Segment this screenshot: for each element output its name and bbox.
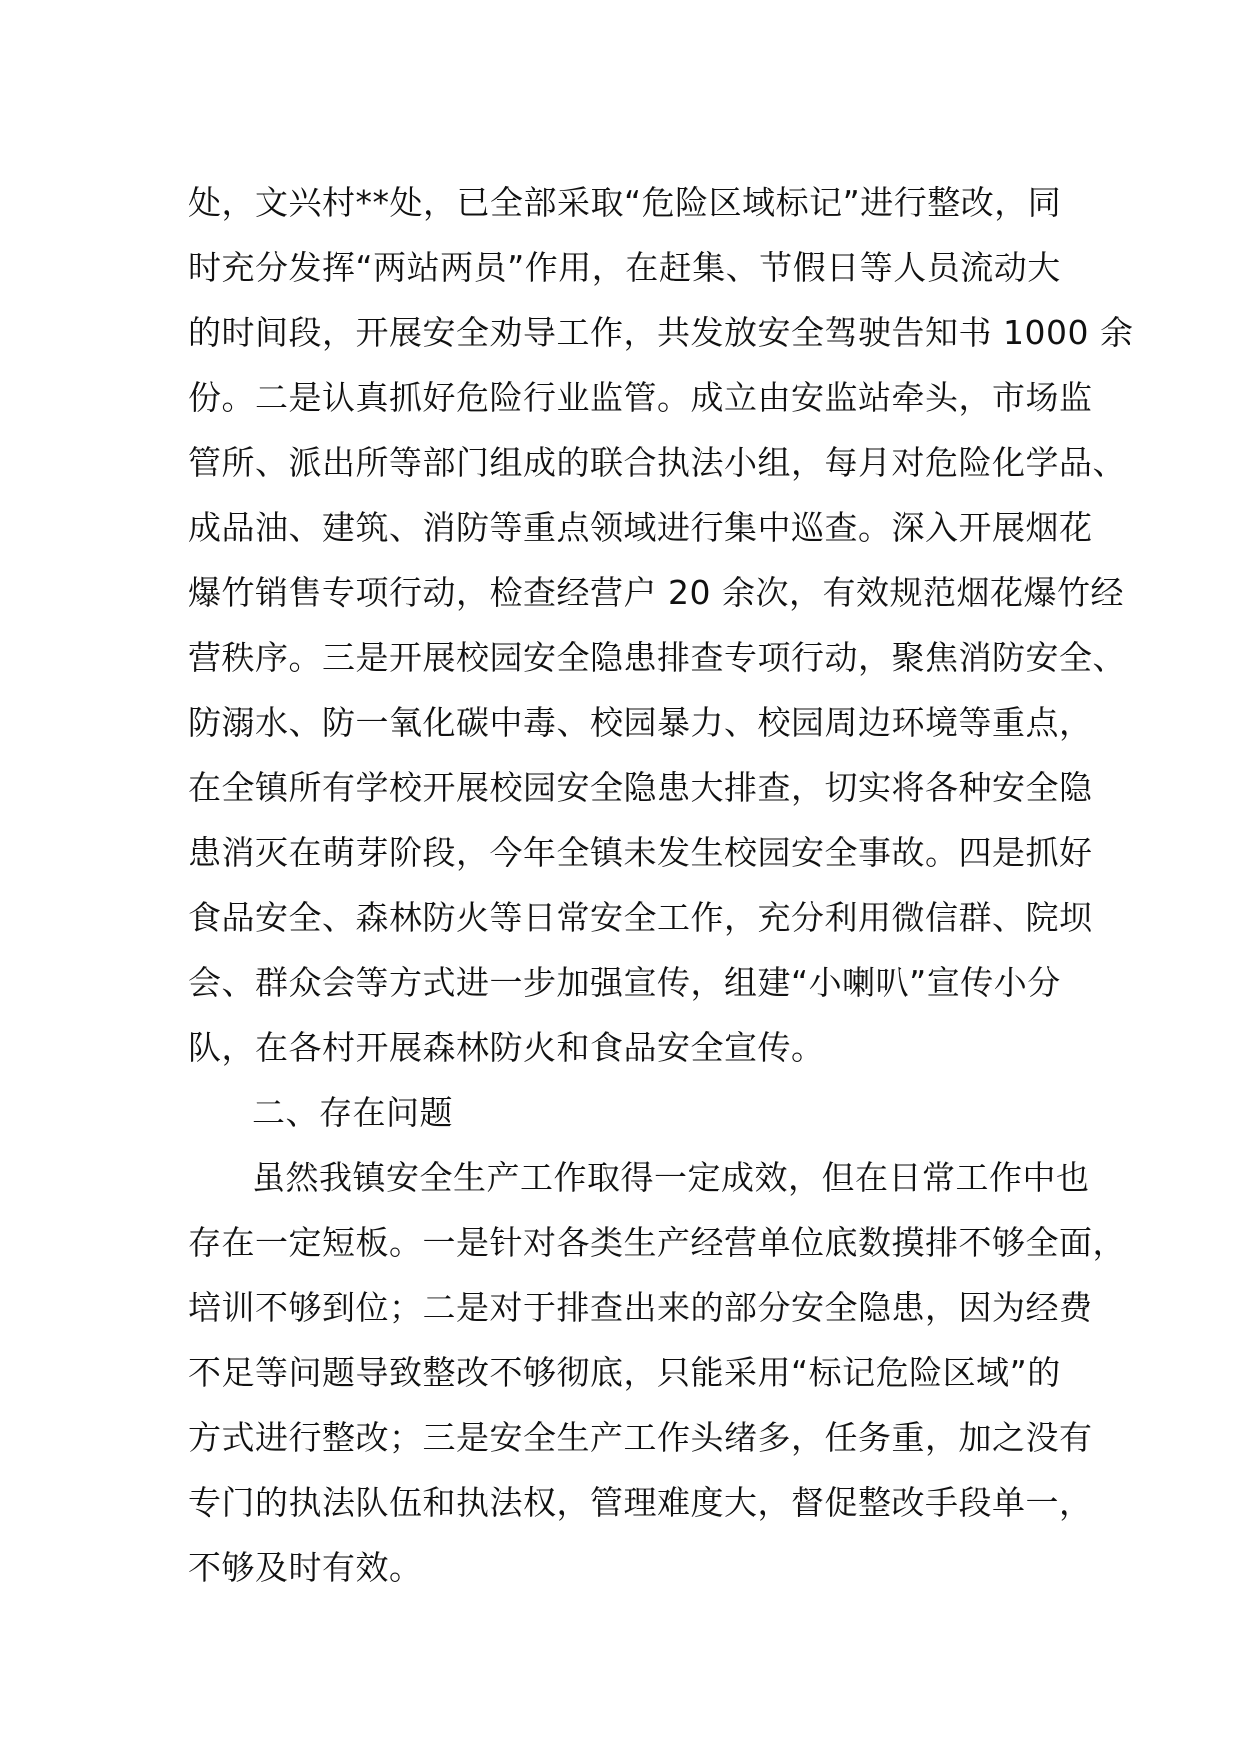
text-line: 专门的执法队伍和执法权，管理难度大，督促整改手段单一，: [188, 1483, 1093, 1522]
text-line: 成品油、建筑、消防等重点领域进行集中巡查。深入开展烟花: [188, 508, 1093, 547]
text-line: 会、群众会等方式进一步加强宣传，组建“小喇叭”宣传小分: [188, 963, 1061, 1002]
text-line: 不足等问题导致整改不够彻底，只能采用“标记危险区域”的: [188, 1353, 1061, 1392]
text-line: 份。二是认真抓好危险行业监管。成立由安监站牵头，市场监: [188, 378, 1093, 417]
text-line: 患消灭在萌芽阶段，今年全镇未发生校园安全事故。四是抓好: [188, 833, 1093, 872]
body-text: [188, 170, 1134, 1600]
text-line: 方式进行整改；三是安全生产工作头绪多，任务重，加之没有: [188, 1418, 1093, 1457]
text-line: 营秩序。三是开展校园安全隐患排查专项行动，聚焦消防安全、: [188, 638, 1126, 677]
text-line: 时充分发挥“两站两员”作用，在赶集、节假日等人员流动大: [188, 248, 1061, 287]
text-line: 食品安全、森林防火等日常安全工作，充分利用微信群、院坝: [188, 898, 1093, 937]
text-line: 爆竹销售专项行动，检查经营户 20 余次，有效规范烟花爆竹经: [188, 573, 1124, 612]
text-line: 管所、派出所等部门组成的联合执法小组，每月对危险化学品、: [188, 443, 1126, 482]
text-line: 存在一定短板。一是针对各类生产经营单位底数摸排不够全面，: [188, 1223, 1126, 1262]
section-heading: 二、存在问题: [252, 1093, 453, 1132]
text-line: 不够及时有效。: [188, 1548, 423, 1587]
paragraph-first-line: 虽然我镇安全生产工作取得一定成效，但在日常工作中也: [252, 1158, 1090, 1197]
text-line: 处，文兴村**处，已全部采取“危险区域标记”进行整改，同: [188, 183, 1062, 222]
text-line: 在全镇所有学校开展校园安全隐患大排查，切实将各种安全隐: [188, 768, 1093, 807]
text-line: 培训不够到位；二是对于排查出来的部分安全隐患，因为经费: [188, 1288, 1093, 1327]
text-line: 队，在各村开展森林防火和食品安全宣传。: [188, 1028, 825, 1067]
text-line: 的时间段，开展安全劝导工作，共发放安全驾驶告知书 1000 余: [188, 313, 1134, 352]
text-line: 防溺水、防一氧化碳中毒、校园暴力、校园周边环境等重点，: [188, 703, 1093, 742]
